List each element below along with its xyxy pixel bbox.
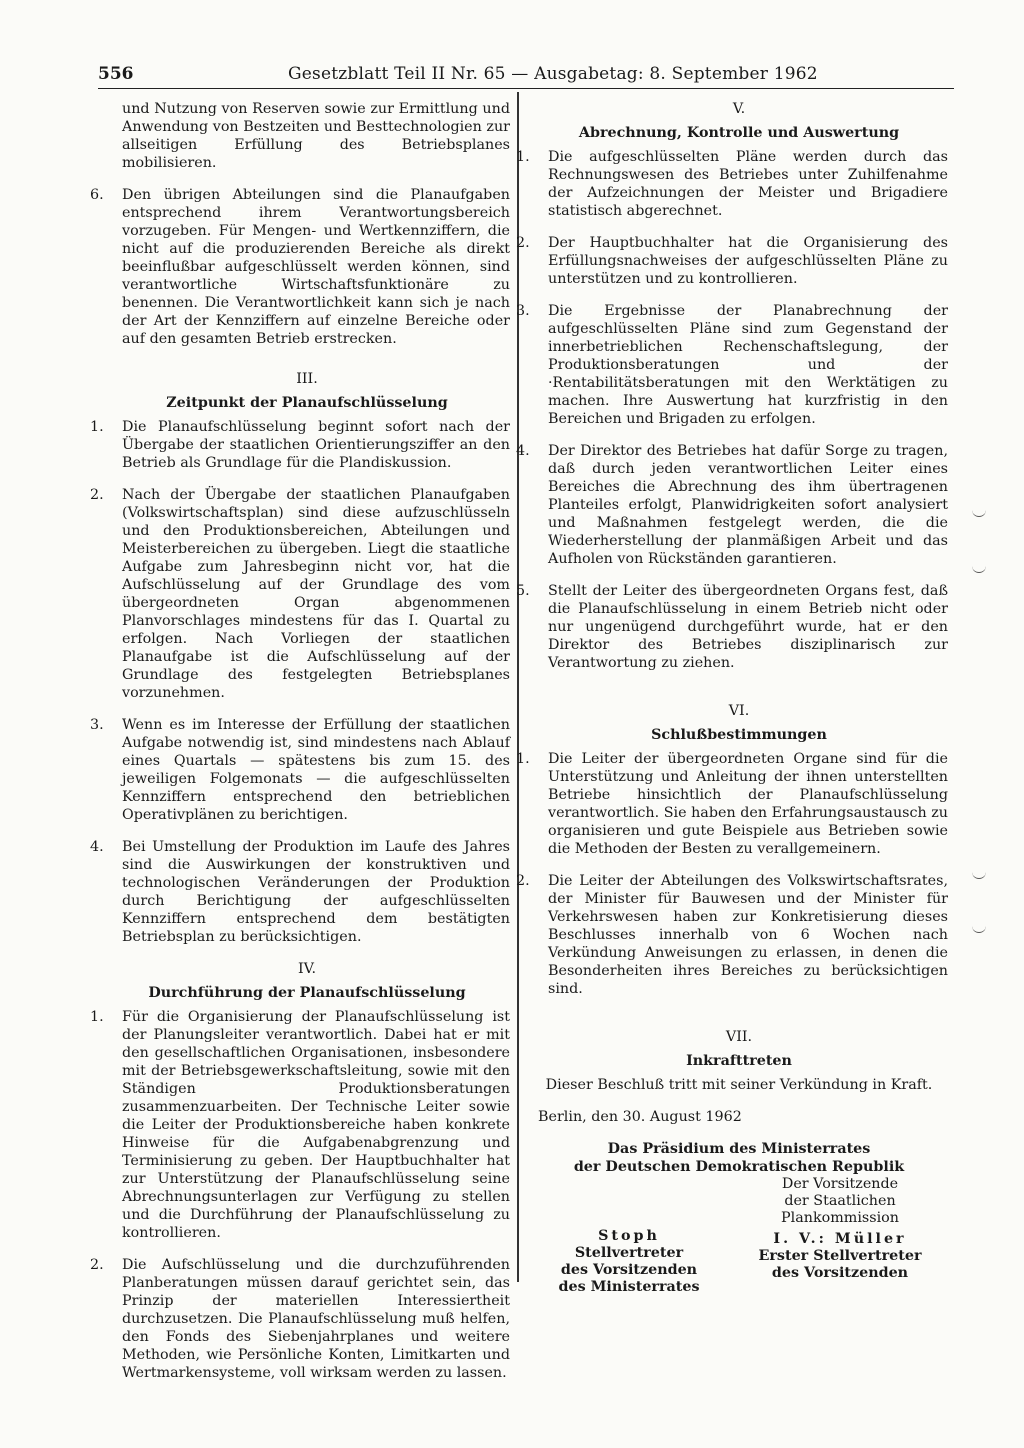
margin-mark	[972, 926, 986, 933]
item-number: 1.	[516, 751, 530, 767]
signature-left	[544, 1228, 714, 1296]
sig-title-1: Erster Stellvertreter	[758, 1248, 922, 1264]
list-item	[516, 750, 948, 858]
publication-title: Gesetzblatt Teil II Nr. 65 — Ausgabetag: 8. September 1962	[288, 64, 818, 84]
item-number: 2.	[90, 1257, 104, 1273]
sig-title-1: Stellvertreter	[574, 1245, 684, 1261]
item-number: 2.	[516, 235, 530, 251]
section-number: VII.	[725, 1029, 753, 1045]
sig-title-3: des Ministerrates	[558, 1279, 700, 1295]
item-text: Die Leiter der Abteilungen des Volkswirtschaftsrates, der Minister für Bauwesen und der Minister für Verkehrswesen haben zur Konkretisierung dieses Beschlusses innerhalb von 6 Wochen nach Verkündung Anweisungen zu erlassen, in denen die Besonderheiten ihres Bereiches zu berücksichtigen sind.	[548, 873, 948, 997]
sig-title-2: des Vorsitzenden	[771, 1265, 909, 1281]
list-item	[90, 186, 510, 348]
margin-mark	[972, 510, 986, 517]
item-text: Die aufgeschlüsselten Pläne werden durch das Rechnungswesen des Betriebes unter Zuhilfenahme der Aufzeichnungen der Meister und Brigadiere statistisch abgerechnet.	[548, 149, 948, 219]
list-item	[90, 1256, 510, 1382]
item-text: Der Hauptbuchhalter hat die Organisierung des Erfüllungsnachweises der aufgeschlüsselten Pläne zu unterstützen und zu kontrollieren.	[548, 235, 948, 287]
list-item	[516, 872, 948, 998]
list-item	[516, 442, 948, 568]
sig-role-1: Der Vorsitzende	[781, 1176, 899, 1192]
section-heading	[530, 702, 948, 744]
signature-right	[740, 1176, 940, 1282]
item-number: 2.	[90, 487, 104, 503]
section-heading	[530, 100, 948, 142]
item-text: Bei Umstellung der Produktion im Laufe des Jahres sind die Auswirkungen der konstruktiven und technologischen Veränderungen der Produktion durch Berichtigung der aufgeschlüsselten Kennziffern entsprechend dem bestätigten Betriebsplan zu berücksichtigen.	[122, 839, 510, 945]
section-title: Abrechnung, Kontrolle und Auswertung	[578, 125, 900, 141]
item-text: Der Direktor des Betriebes hat dafür Sorge zu tragen, daß durch jeden verantwortlichen Leiter eines Bereiches die Abrechnung des ihm übertragenen Planteiles erfolgt, Planwidrigkeiten sofort analysiert und Maßnahmen festgelegt werden, die die Wiederherstellung der planmäßigen Arbeit und das Aufholen von Rückständen garantieren.	[548, 443, 948, 567]
item-text: Die Aufschlüsselung und die durchzuführenden Planberatungen müssen darauf gerichtet sein, das Prinzip der materiellen Interessiertheit durchzusetzen. Die Planaufschlüsselung muß helfen, den Fonds des Siebenjahrplanes und weitere Methoden, wie Persönliche Konten, Limitkarten und Wertmarkensysteme, voll wirksam werden zu lassen.	[122, 1257, 510, 1381]
item-number: 5.	[516, 583, 530, 599]
column-divider	[517, 92, 519, 1282]
item-number: 4.	[516, 443, 530, 459]
margin-mark	[972, 566, 986, 573]
item-number: 6.	[90, 187, 104, 203]
presidium-line-1: Das Präsidium des Ministerrates	[607, 1141, 871, 1157]
item-text: Wenn es im Interesse der Erfüllung der staatlichen Aufgabe notwendig ist, sind mindestens nach Ablauf eines Quartals — spätestens bis zum 15. des jeweiligen Folgemonats — die aufgeschlüsselten Kennziffern entsprechend den betrieblichen Operativplänen zu berichtigen.	[122, 717, 510, 823]
item-text: Die Leiter der übergeordneten Organe sind für die Unterstützung und Anleitung der ihnen unterstellten Betriebe hinsichtlich der Planaufschlüsselung verantwortlich. Sie haben den Erfahrungsaustausch zu organisieren und gute Beispiele aus Betrieben sowie die Methoden der Besten zu verallgemeinern.	[548, 751, 948, 857]
item-text: Die Planaufschlüsselung beginnt sofort nach der Übergabe der staatlichen Orientierungsziffer an den Betrieb als Grundlage für die Plandiskussion.	[122, 419, 510, 471]
sig-title-2: des Vorsitzenden	[560, 1262, 698, 1278]
signature-block	[530, 1176, 948, 1336]
left-column	[90, 100, 510, 1382]
list-item	[90, 716, 510, 824]
section-title: Schlußbestimmungen	[651, 727, 827, 743]
sig-role-2: der Staatlichen	[784, 1193, 896, 1209]
section-title: Inkrafttreten	[686, 1053, 792, 1069]
item-number: 1.	[516, 149, 530, 165]
item-text: Den übrigen Abteilungen sind die Planaufgaben entsprechend ihrem Verantwortungsbereich vorzugeben. Für Mengen- und Wertkennziffern, die nicht auf die produzierenden Bereiche als direkt beeinflußbar aufgeschlüsselt werden können, sind verantwortliche Wirtschaftsfunktionäre zu benennen. Die Verantwortlichkeit kann sich je nach der Art der Kennziffern auf einzelne Bereiche oder auf den gesamten Betrieb erstrecken.	[122, 187, 510, 347]
item-number: 3.	[516, 303, 530, 319]
page-number: 556	[98, 64, 134, 84]
list-item	[516, 302, 948, 428]
margin-mark	[972, 872, 986, 879]
list-item	[516, 148, 948, 220]
section-heading	[530, 1028, 948, 1070]
enactment-text: Dieser Beschluß tritt mit seiner Verkündung in Kraft.	[545, 1077, 933, 1093]
item-text: Stellt der Leiter des übergeordneten Organs fest, daß die Planaufschlüsselung in einem Betrieb nicht oder nur ungenügend durchgeführt wurde, hat er den Direktor des Betriebes disziplinarisch zur Verantwortung zu ziehen.	[548, 583, 948, 671]
right-column	[516, 100, 948, 1336]
section-number: IV.	[297, 961, 317, 977]
item-number: 4.	[90, 839, 104, 855]
item-text: Nach der Übergabe der staatlichen Planaufgaben (Volkswirtschaftsplan) sind diese aufzuschlüsseln und den Produktionsbereichen, Abteilungen und Meisterbereichen zu übergeben. Liegt die staatliche Aufgabe zum Jahresbeginn nicht vor, hat die Aufschlüsselung auf der Grundlage des vom übergeordneten Organ abgenommenen Planvorschlages mindestens für das I. Quartal zu erfolgen. Nach Vorliegen der staatlichen Planaufgabe ist die Aufschlüsselung auf der Grundlage des festgelegten Betriebsplanes vorzunehmen.	[122, 487, 510, 701]
item-text: Die Ergebnisse der Planabrechnung der aufgeschlüsselten Pläne sind zum Gegenstand der innerbetrieblichen Rechenschaftslegung, der Produktionsberatungen und der ·Rentabilitätsberatungen mit den Werktätigen zu machen. Ihre Auswertung hat kurzfristig in den Bereichen und Brigaden zu erfolgen.	[548, 303, 948, 427]
item-number: 1.	[90, 419, 104, 435]
item-number: 2.	[516, 873, 530, 889]
section-heading	[104, 960, 510, 1002]
presidium-line-2: der Deutschen Demokratischen Republik	[573, 1159, 905, 1175]
item-number: 1.	[90, 1009, 104, 1025]
list-item	[90, 486, 510, 702]
sig-name: Stoph	[598, 1228, 660, 1244]
item-number: 3.	[90, 717, 104, 733]
list-item	[516, 582, 948, 672]
item-text: Für die Organisierung der Planaufschlüsselung ist der Planungsleiter verantwortlich. Dabei hat er mit den gesellschaftlichen Organisationen, insbesondere mit der Betriebsgewerkschaftsleitung, sowie mit den Ständigen Produktionsberatungen zusammenzuarbeiten. Der Technische Leiter sowie die Leiter der Produktionsbereiche haben konkrete Hinweise für die Aufgabenabgrenzung und Terminisierung zu geben. Der Hauptbuchhalter hat zur Unterstützung der Planaufschlüsselung seine Abrechnungsunterlagen zur Verfügung zu stellen und die Durchführung der Planaufschlüsselung zu kontrollieren.	[122, 1009, 510, 1241]
section-title: Zeitpunkt der Planaufschlüsselung	[166, 395, 448, 411]
list-item	[90, 838, 510, 946]
section-number: VI.	[728, 703, 750, 719]
sig-name: I. V.: Müller	[773, 1231, 907, 1247]
list-item	[90, 418, 510, 472]
page-header	[98, 58, 954, 89]
section-number: V.	[732, 101, 746, 117]
list-item	[90, 1008, 510, 1242]
place-date: Berlin, den 30. August 1962	[538, 1109, 742, 1125]
section-title: Durchführung der Planaufschlüsselung	[148, 985, 466, 1001]
section-heading	[104, 370, 510, 412]
list-item	[516, 234, 948, 288]
intro-paragraph: und Nutzung von Reserven sowie zur Ermittlung und Anwendung von Bestzeiten und Besttechnologien zur allseitigen Erfüllung des Betriebsplanes mobilisieren.	[122, 101, 510, 171]
section-number: III.	[296, 371, 318, 387]
sig-role-3: Plankommission	[781, 1210, 899, 1226]
